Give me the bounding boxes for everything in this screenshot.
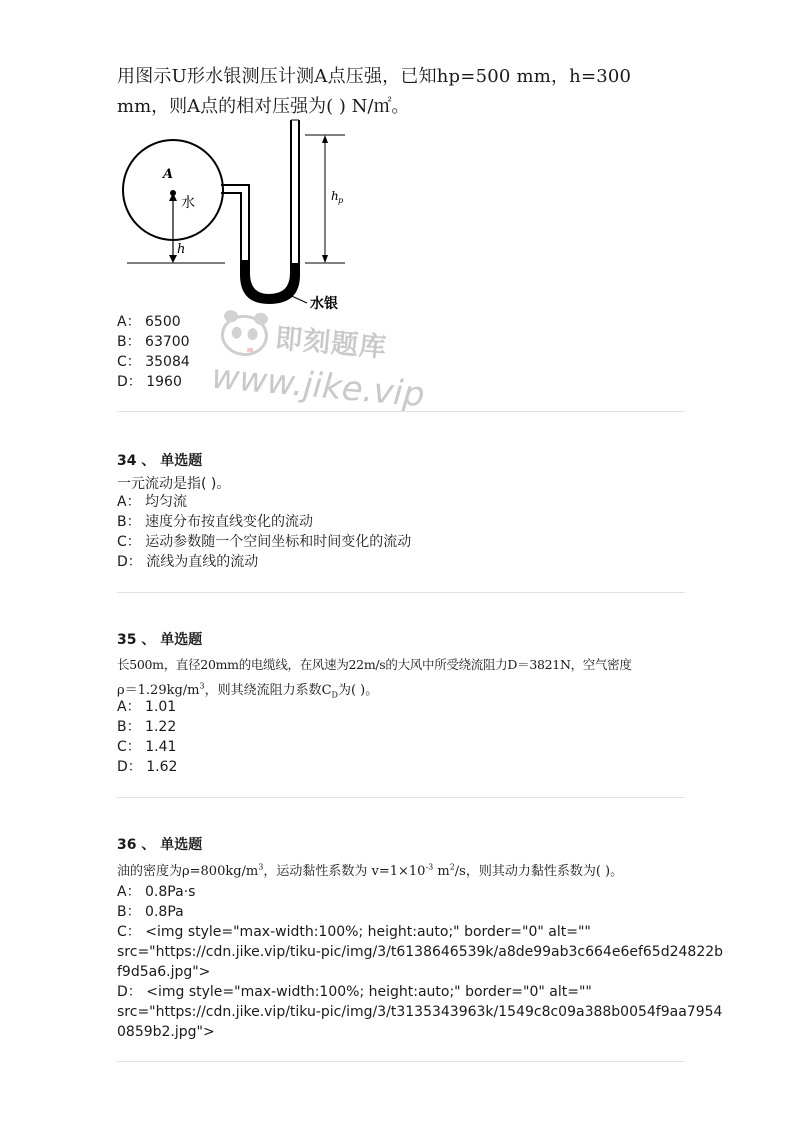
q35-density-text: ρ＝1.29kg/m <box>117 683 200 698</box>
divider-33 <box>117 411 685 412</box>
panda-logo-icon <box>213 305 275 362</box>
q36-unit-text: m <box>433 864 450 879</box>
q36-option-b[interactable]: B： 0.8Pa <box>117 904 184 920</box>
q35-coefficient-text: ，则其绕流阻力系数C <box>204 683 332 698</box>
q35-blank-text: 为( )。 <box>337 683 379 698</box>
q35-option-b[interactable]: B： 1.22 <box>117 719 177 735</box>
q33-option-d[interactable]: D： 1960 <box>117 374 182 390</box>
q36-viscosity-exponent: -3 <box>425 862 434 872</box>
q35-coefficient-subscript: D <box>331 690 338 700</box>
label-water: 水 <box>181 195 195 211</box>
watermark <box>208 305 427 437</box>
divider-34 <box>117 592 685 593</box>
question-34-stem: 一元流动是指( )。 <box>117 476 231 492</box>
divider-36 <box>117 1061 685 1062</box>
watermark-url: www.jike.vip <box>209 356 427 416</box>
q36-option-d-cont2: 0859b2.jpg"> <box>117 1024 215 1040</box>
q36-density-text: 油的密度为ρ=800kg/m <box>117 864 259 879</box>
q36-option-d-cont1: src="https://cdn.jike.vip/tiku-pic/img/3/t3135343963k/1549c8c09a388b0054f9aa7954 <box>117 1004 723 1020</box>
q33-option-c[interactable]: C： 35084 <box>117 354 190 370</box>
question-33-stem-line1: 用图示U形水银测压计测A点压强，已知hp=500 mm，h=300 <box>117 66 632 87</box>
divider-35 <box>117 797 685 798</box>
q34-option-b[interactable]: B： 速度分布按直线变化的流动 <box>117 514 314 530</box>
connecting-pipe <box>221 185 249 260</box>
q36-option-d[interactable]: D： <img style="max-width:100%; height:auto;" border="0" alt="" <box>117 984 592 1000</box>
u-tube-inner <box>249 120 291 295</box>
q33-option-a[interactable]: A： 6500 <box>117 314 181 330</box>
question-36-header: 36 、 单选题 <box>117 837 203 853</box>
q33-option-b[interactable]: B： 63700 <box>117 334 190 350</box>
label-hp-subscript: p <box>338 196 344 205</box>
label-mercury: 水银 <box>310 296 338 312</box>
question-34-header: 34 、 单选题 <box>117 453 203 469</box>
q35-option-a[interactable]: A： 1.01 <box>117 699 177 715</box>
question-35-header: 35 、 单选题 <box>117 632 203 648</box>
q36-unit-exponent: 2 <box>449 862 455 872</box>
label-hp: h <box>331 189 339 203</box>
q36-option-c[interactable]: C： <img style="max-width:100%; height:auto;" border="0" alt="" <box>117 924 591 940</box>
manometer-diagram <box>117 115 352 315</box>
q36-blank-text: /s，则其动力黏性系数为( )。 <box>454 864 624 879</box>
q34-option-c[interactable]: C： 运动参数随一个空间坐标和时间变化的流动 <box>117 534 412 550</box>
q35-density-exponent: 3 <box>199 681 205 691</box>
watermark-brand: 即刻题库 <box>273 323 389 364</box>
q34-option-a[interactable]: A： 均匀流 <box>117 494 188 510</box>
q36-option-c-cont1: src="https://cdn.jike.vip/tiku-pic/img/3/t6138646539k/a8de99ab3c664e6ef65d24822b <box>117 944 724 960</box>
q36-option-a[interactable]: A： 0.8Pa·s <box>117 884 196 900</box>
label-h: h <box>177 242 186 257</box>
q35-option-c[interactable]: C： 1.41 <box>117 739 177 755</box>
question-35-stem-line1: 长500m，直径20mm的电缆线，在风速为22m/s的大风中所受绕流阻力D＝3821N，空气密度 <box>117 657 632 672</box>
question-36-stem <box>117 860 623 879</box>
q34-option-d[interactable]: D： 流线为直线的流动 <box>117 554 259 570</box>
label-a: A <box>163 167 174 182</box>
q36-viscosity-text: ，运动黏性系数为 v=1×10 <box>263 864 426 879</box>
question-33-stem-line2: mm，则A点的相对压强为( ) N/㎡。 <box>117 96 410 117</box>
q35-option-d[interactable]: D： 1.62 <box>117 759 178 775</box>
q36-option-c-cont2: f9d5a6.jpg"> <box>117 964 211 980</box>
q36-density-exponent: 3 <box>258 862 264 872</box>
